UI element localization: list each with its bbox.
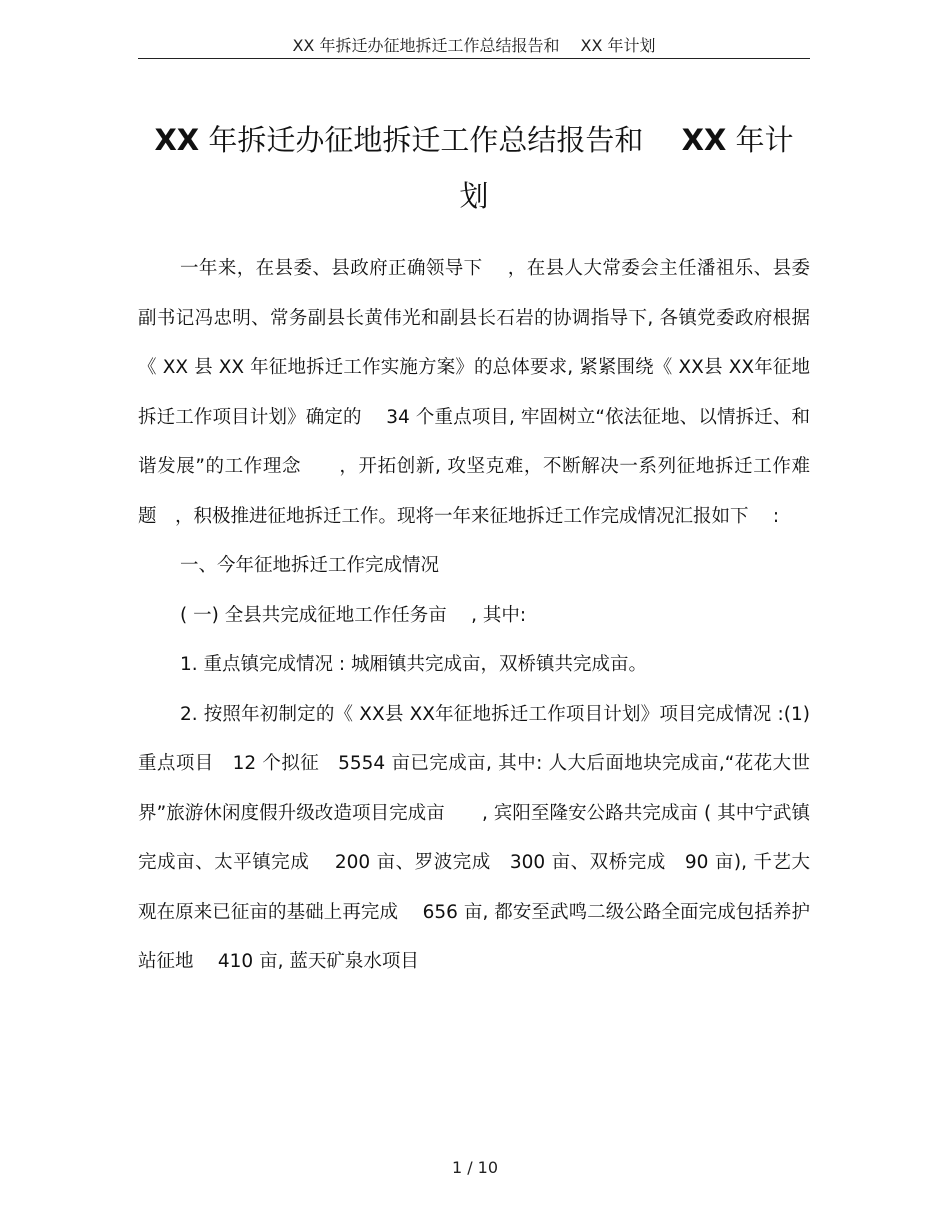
document-title xyxy=(138,112,810,224)
title-bold-xx-a: XX xyxy=(154,123,200,157)
list-item-1: 1. 重点镇完成情况 : 城厢镇共完成亩，双桥镇共完成亩。 xyxy=(180,654,648,675)
list-item-2: 2. 按照年初制定的《 XX县 XX年征地拆迁工作项目计划》项目完成情况 :(1) 重点项目 12 个拟征 5554 亩已完成亩, 其中: 人大后面地块完成亩,“花花大世界”旅游休闲度假升级改造项目完成亩 , 宾阳至隆安公路共完成亩 ( 其中宁武镇完成亩、太平镇完成 200 亩、罗波完成 300 亩、双桥完成 90 亩), 千艺大观在原来已征亩的基础上再完成 656 亩, 都安至武鸣二级公路全面完成包括养护站征地 410 亩, 蓝天矿泉水项目 xyxy=(138,703,829,972)
subsection-heading-1: ( 一) 全县共完成征地工作任务亩 , 其中: xyxy=(180,604,527,626)
paragraph-intro: 一年来，在县委、县政府正确领导下 ，在县人大常委会主任潘祖乐、县委副书记冯忠明、常务副县长黄伟光和副县长石岩的协调指导下, 各镇党委政府根据《 XX 县 XX 年征地拆迁工作实施方案》的总体要求, 紧紧围绕《 XX县 XX年征地拆迁工作项目计划》确定的 34 个重点项目, 牢固树立“依法征地、以情拆迁、和谐发展”的工作理念 ，开拓创新, 攻坚克难，不断解决一系列征地拆迁工作难题 ，积极推进征地拆迁工作。现将一年来征地拆迁工作完成情况汇报如下 : xyxy=(138,258,810,527)
title-text-b: 年计 xyxy=(726,123,794,157)
header-rule xyxy=(138,58,810,59)
title-text-a: 年拆迁办征地拆迁工作总结报告和 xyxy=(199,123,682,157)
title-bold-xx-b: XX xyxy=(681,123,727,157)
page-number: 1 / 10 xyxy=(451,1158,499,1177)
section-heading-1: 一、今年征地拆迁工作完成情况 xyxy=(180,555,440,576)
running-header: XX 年拆迁办征地拆迁工作总结报告和 XX 年计划 xyxy=(292,36,656,55)
title-line2: 划 xyxy=(459,179,489,213)
document-body xyxy=(138,244,829,987)
